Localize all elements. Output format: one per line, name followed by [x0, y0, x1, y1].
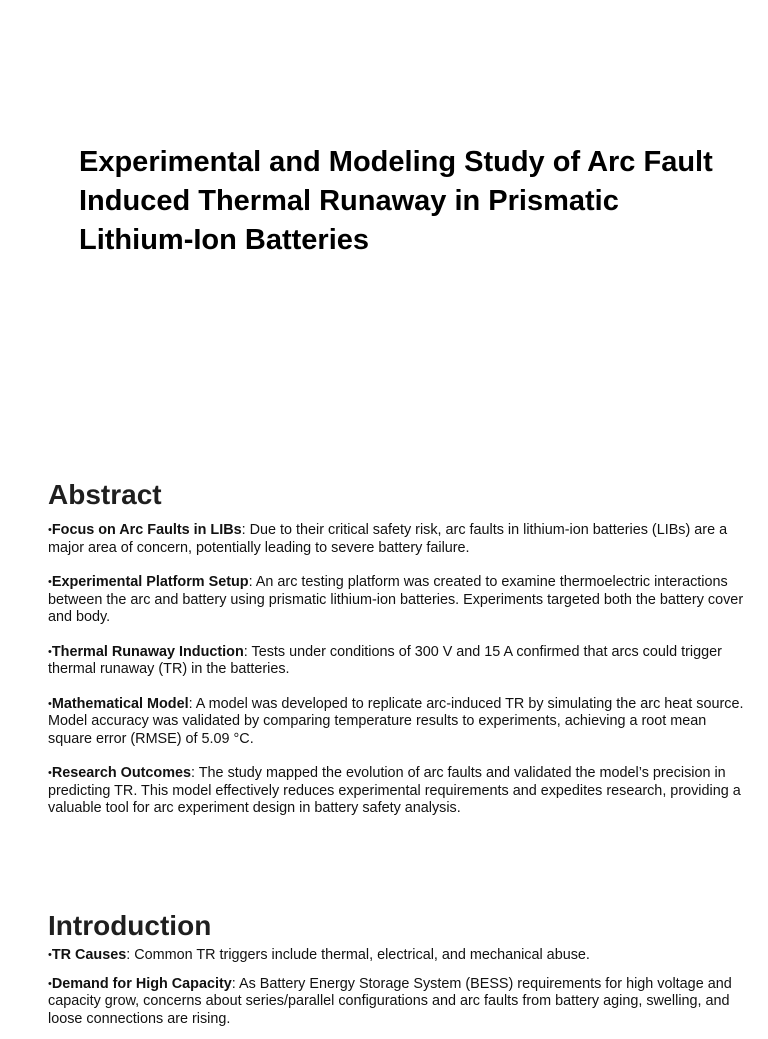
bullet-icon: •: [48, 524, 52, 536]
bullet-text: : An arc testing platform was created to examine thermoelectric interactions between the arc and battery using prismatic lithium-ion batteries. Experiments targeted both the battery cover and body.: [48, 574, 744, 625]
introduction-item: [48, 976, 748, 1029]
bullet-text: : The study mapped the evolution of arc faults and validated the model’s precision in predicting TR. This model effectively reduces experimental requirements and expedites research, providing a valuable tool for arc experiment design in battery safety analysis.: [48, 765, 741, 816]
title-block: [79, 143, 729, 260]
abstract-heading: Abstract: [48, 479, 162, 510]
bullet-icon: •: [48, 977, 52, 990]
bullet-icon: •: [48, 645, 52, 658]
bullet-term: TR Causes: [51, 947, 127, 963]
introduction-section: [48, 909, 748, 1039]
bullet-term: Demand for High Capacity: [51, 975, 232, 992]
bullet-text: : As Battery Energy Storage System (BESS) requirements for high voltage and capacity grow, concerns about series/parallel configurations and arc faults from battery aging, swelling, and loose connections are rising.: [48, 975, 732, 1027]
abstract-item: [48, 574, 748, 627]
introduction-item: [48, 947, 748, 965]
abstract-item: [48, 522, 748, 557]
bullet-term: Research Outcomes: [51, 765, 192, 781]
bullet-icon: •: [48, 949, 52, 961]
bullet-text: : Common TR triggers include thermal, electrical, and mechanical abuse.: [126, 947, 590, 963]
bullet-term: Experimental Platform Setup: [51, 574, 249, 590]
bullet-icon: •: [48, 697, 52, 710]
abstract-section: [48, 478, 748, 835]
bullet-text: : Due to their critical safety risk, arc faults in lithium-ion batteries (LIBs) are a major area of concern, potentially leading to severe battery failure.: [48, 522, 728, 556]
bullet-icon: •: [48, 576, 52, 588]
bullet-term: Thermal Runaway Induction: [51, 643, 244, 660]
abstract-item: [48, 765, 748, 818]
bullet-text: : Tests under conditions of 300 V and 15 A confirmed that arcs could trigger thermal runaway (TR) in the batteries.: [48, 643, 722, 677]
bullet-icon: •: [48, 767, 52, 779]
bullet-term: Mathematical Model: [51, 695, 189, 712]
abstract-item: [48, 644, 748, 679]
abstract-item: [48, 696, 748, 749]
bullet-text: : A model was developed to replicate arc-induced TR by simulating the arc heat source. Model accuracy was validated by comparing temperature results to experiments, achieving a root mean square error (RMSE) of 5.09 °C.: [48, 695, 744, 747]
introduction-heading: Introduction: [48, 910, 212, 941]
bullet-term: Focus on Arc Faults in LIBs: [51, 522, 242, 538]
document-title: Experimental and Modeling Study of Arc Fault Induced Thermal Runaway in Prismatic Lithium-Ion Batteries: [79, 146, 713, 256]
